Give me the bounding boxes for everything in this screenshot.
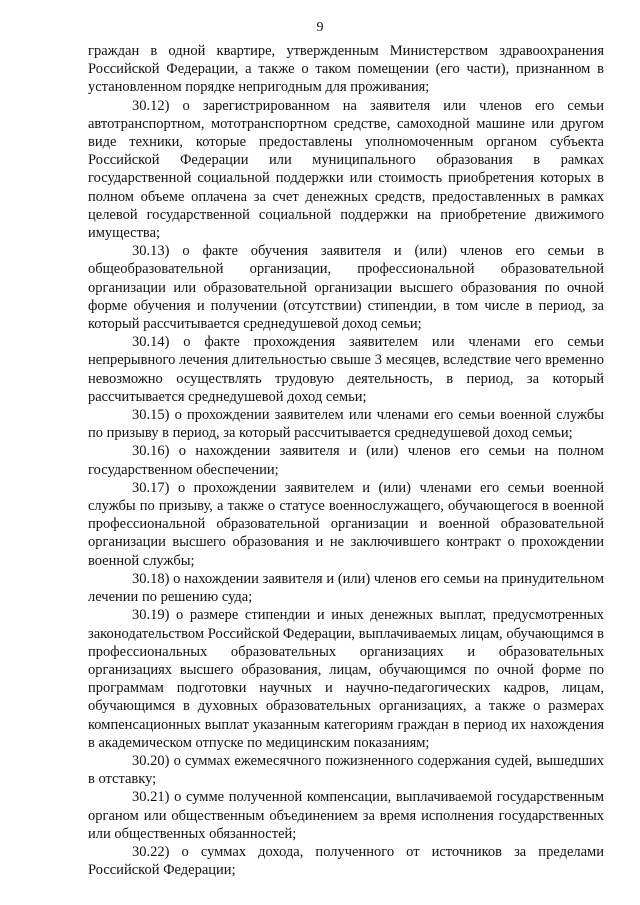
paragraph-30-21: 30.21) о сумме полученной компенсации, выплачиваемой государственным органом или общественным объединением за время исполнения государственных или общественных обязанностей;: [88, 789, 604, 842]
document-body: [88, 42, 604, 879]
paragraph-30-15: 30.15) о прохождении заявителем или членами его семьи военной службы по призыву в период, за который рассчитывается среднедушевой доход семьи;: [88, 407, 604, 442]
paragraph-30-16: 30.16) о нахождении заявителя и (или) членов его семьи на полном государственном обеспечении;: [88, 443, 604, 478]
paragraph-30-13: 30.13) о факте обучения заявителя и (или) членов его семьи в общеобразовательной организации, профессиональной образовательной организации или образовательной организации высшего образования по очной форме обучения и получении (отсутствии) стипендии, в том числе в период, за который рассчитывается среднедушевой доход семьи;: [88, 243, 604, 333]
paragraph-continuation: граждан в одной квартире, утвержденным Министерством здравоохранения Российской Федерации, а также о таком помещении (его части), признанном в установленном порядке непригодным для проживания;: [88, 43, 604, 96]
paragraph-30-17: 30.17) о прохождении заявителем и (или) членами его семьи военной службы по призыву, а также о статусе военнослужащего, обучающегося в военной профессиональной образовательной организации и военной образовательной организации высшего образования и не заключившего контракт о прохождении военной службы;: [88, 479, 604, 569]
page-number: 9: [316, 20, 324, 35]
paragraph-30-12: 30.12) о зарегистрированном на заявителя или членов его семьи автотранспортном, мототранспортном средстве, самоходной машине или другом виде техники, которые предоставлены уполномоченным органом субъекта Российской Федерации или муниципального образования в рамках государственной социальной поддержки или стоимость приобретения которых в полном объеме оплачена за счет денежных средств, предоставленных в рамках целевой государственной социальной поддержки на приобретение движимого имущества;: [88, 97, 604, 242]
paragraph-30-20: 30.20) о суммах ежемесячного пожизненного содержания судей, вышедших в отставку;: [88, 752, 604, 788]
paragraph-30-14: 30.14) о факте прохождения заявителем или членами его семьи непрерывного лечения длительностью свыше 3 месяцев, вследствие чего временно невозможно осуществлять трудовую деятельность, в период, за который рассчитывается среднедушевой доход семьи;: [88, 334, 604, 405]
paragraph-30-22: 30.22) о суммах дохода, полученного от источников за пределами Российской Федерации;: [88, 843, 604, 879]
paragraph-30-19: 30.19) о размере стипендии и иных денежных выплат, предусмотренных законодательством Российской Федерации, выплачиваемых лицам, обучающимся в профессиональных образовательных организациях и образовательных организациях высшего образования, лицам, обучающимся по очной форме по программам подготовки научных и научно-педагогических кадров, лицам, обучающимся в духовных образовательных организациях, а также о размерах компенсационных выплат указанным категориям граждан в период их нахождения в академическом отпуске по медицинским показаниям;: [88, 607, 604, 751]
paragraph-30-18: 30.18) о нахождении заявителя и (или) членов его семьи на принудительном лечении по решению суда;: [88, 570, 604, 606]
